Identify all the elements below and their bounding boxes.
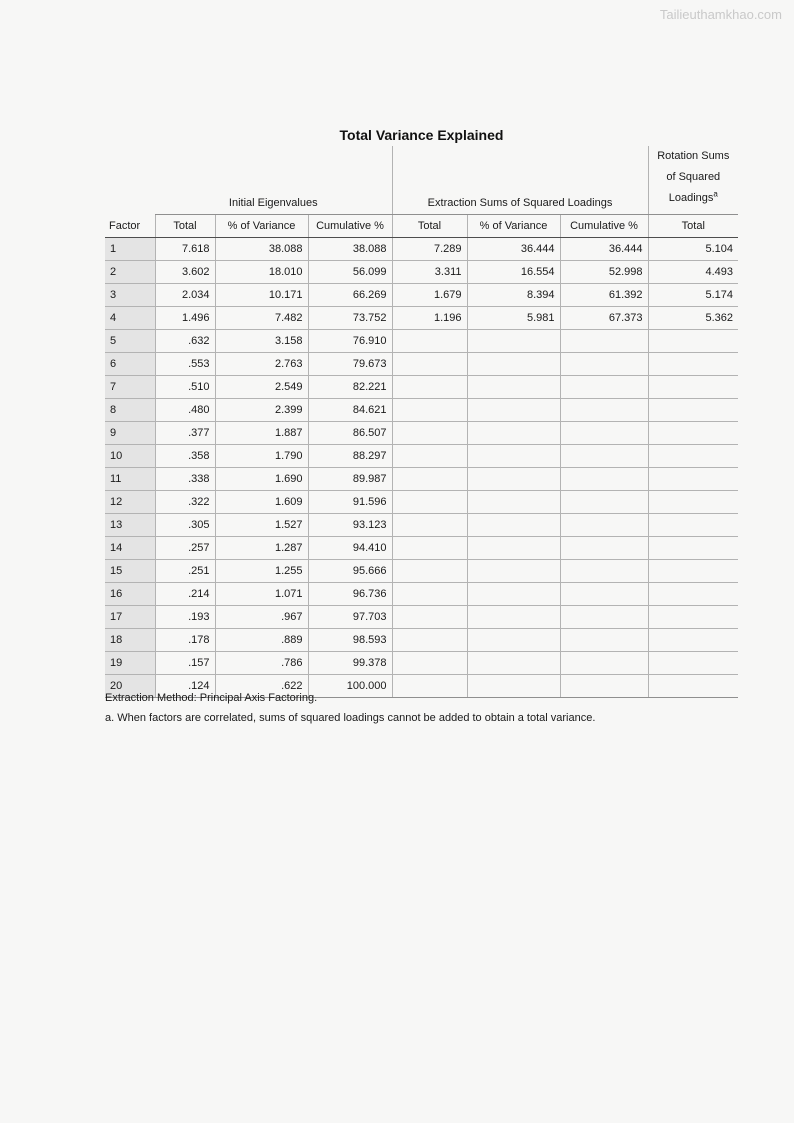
value-cell: .338 bbox=[155, 468, 215, 491]
table-row bbox=[105, 652, 738, 675]
value-cell bbox=[648, 629, 738, 652]
value-cell: 100.000 bbox=[308, 675, 392, 698]
spanner-initial-eigenvalues: Initial Eigenvalues bbox=[155, 146, 392, 215]
factor-cell: 10 bbox=[105, 445, 155, 468]
value-cell: .193 bbox=[155, 606, 215, 629]
value-cell bbox=[467, 583, 560, 606]
value-cell bbox=[467, 491, 560, 514]
value-cell bbox=[392, 629, 467, 652]
footnote-marker-a: a bbox=[713, 189, 718, 199]
value-cell bbox=[392, 491, 467, 514]
value-cell bbox=[560, 675, 648, 698]
value-cell: 2.034 bbox=[155, 284, 215, 307]
value-cell: .889 bbox=[215, 629, 308, 652]
value-cell bbox=[648, 399, 738, 422]
value-cell: .257 bbox=[155, 537, 215, 560]
rotation-header-line-3 bbox=[653, 188, 735, 209]
value-cell: 18.010 bbox=[215, 261, 308, 284]
value-cell: 1.609 bbox=[215, 491, 308, 514]
factor-cell: 12 bbox=[105, 491, 155, 514]
factor-cell: 16 bbox=[105, 583, 155, 606]
factor-cell: 15 bbox=[105, 560, 155, 583]
table-row bbox=[105, 330, 738, 353]
factor-cell: 2 bbox=[105, 261, 155, 284]
value-cell bbox=[648, 514, 738, 537]
value-cell: 96.736 bbox=[308, 583, 392, 606]
value-cell bbox=[392, 560, 467, 583]
rotation-header-line-1: Rotation Sums bbox=[657, 150, 730, 162]
table-row bbox=[105, 353, 738, 376]
value-cell: 1.790 bbox=[215, 445, 308, 468]
value-cell bbox=[467, 330, 560, 353]
value-cell bbox=[560, 399, 648, 422]
value-cell: .967 bbox=[215, 606, 308, 629]
value-cell bbox=[648, 422, 738, 445]
value-cell bbox=[560, 583, 648, 606]
factor-cell: 5 bbox=[105, 330, 155, 353]
value-cell: .358 bbox=[155, 445, 215, 468]
value-cell: 1.071 bbox=[215, 583, 308, 606]
value-cell: 36.444 bbox=[560, 238, 648, 261]
value-cell bbox=[392, 675, 467, 698]
table-row bbox=[105, 606, 738, 629]
rotation-header-line-2: of Squared bbox=[666, 171, 721, 183]
value-cell: 1.887 bbox=[215, 422, 308, 445]
table-row bbox=[105, 445, 738, 468]
value-cell bbox=[467, 422, 560, 445]
value-cell: .510 bbox=[155, 376, 215, 399]
value-cell bbox=[392, 537, 467, 560]
value-cell bbox=[648, 491, 738, 514]
col-header-rot-total: Total bbox=[648, 215, 738, 238]
value-cell: 82.221 bbox=[308, 376, 392, 399]
value-cell bbox=[560, 330, 648, 353]
column-header-row bbox=[105, 215, 738, 238]
spanner-header-row bbox=[105, 146, 738, 215]
spanner-rotation-sums bbox=[648, 146, 738, 215]
value-cell: .178 bbox=[155, 629, 215, 652]
factor-cell: 8 bbox=[105, 399, 155, 422]
value-cell bbox=[560, 560, 648, 583]
col-header-ex-total: Total bbox=[392, 215, 467, 238]
table-row bbox=[105, 261, 738, 284]
value-cell: .480 bbox=[155, 399, 215, 422]
value-cell: 2.399 bbox=[215, 399, 308, 422]
factor-cell: 3 bbox=[105, 284, 155, 307]
value-cell: 5.174 bbox=[648, 284, 738, 307]
value-cell: 94.410 bbox=[308, 537, 392, 560]
value-cell: 88.297 bbox=[308, 445, 392, 468]
value-cell: 4.493 bbox=[648, 261, 738, 284]
value-cell bbox=[392, 422, 467, 445]
table-title: Total Variance Explained bbox=[339, 127, 504, 143]
table-body bbox=[105, 238, 738, 698]
value-cell bbox=[467, 675, 560, 698]
value-cell: 99.378 bbox=[308, 652, 392, 675]
footnote-a: a. When factors are correlated, sums of squared loadings cannot be added to obtain a total variance. bbox=[105, 712, 596, 724]
value-cell bbox=[467, 376, 560, 399]
value-cell bbox=[392, 399, 467, 422]
value-cell: 98.593 bbox=[308, 629, 392, 652]
value-cell: 36.444 bbox=[467, 238, 560, 261]
value-cell bbox=[392, 330, 467, 353]
value-cell: 3.602 bbox=[155, 261, 215, 284]
value-cell: 1.255 bbox=[215, 560, 308, 583]
value-cell bbox=[467, 652, 560, 675]
table-row bbox=[105, 307, 738, 330]
col-header-ex-pct-variance: % of Variance bbox=[467, 215, 560, 238]
value-cell bbox=[467, 606, 560, 629]
value-cell: 79.673 bbox=[308, 353, 392, 376]
table-row bbox=[105, 514, 738, 537]
value-cell: 1.527 bbox=[215, 514, 308, 537]
value-cell bbox=[560, 445, 648, 468]
value-cell: 1.287 bbox=[215, 537, 308, 560]
table-row bbox=[105, 537, 738, 560]
table-row bbox=[105, 399, 738, 422]
table-row bbox=[105, 583, 738, 606]
value-cell bbox=[392, 468, 467, 491]
value-cell: 56.099 bbox=[308, 261, 392, 284]
value-cell bbox=[648, 606, 738, 629]
value-cell bbox=[648, 330, 738, 353]
table-row bbox=[105, 422, 738, 445]
col-header-ie-total: Total bbox=[155, 215, 215, 238]
value-cell: 7.482 bbox=[215, 307, 308, 330]
value-cell bbox=[467, 468, 560, 491]
value-cell bbox=[467, 629, 560, 652]
value-cell bbox=[648, 376, 738, 399]
value-cell bbox=[648, 468, 738, 491]
value-cell bbox=[392, 445, 467, 468]
value-cell: 8.394 bbox=[467, 284, 560, 307]
value-cell: 1.196 bbox=[392, 307, 467, 330]
value-cell: 67.373 bbox=[560, 307, 648, 330]
value-cell: 86.507 bbox=[308, 422, 392, 445]
value-cell bbox=[648, 445, 738, 468]
value-cell bbox=[560, 353, 648, 376]
value-cell: .214 bbox=[155, 583, 215, 606]
value-cell: 7.289 bbox=[392, 238, 467, 261]
value-cell bbox=[467, 353, 560, 376]
value-cell bbox=[560, 606, 648, 629]
table-row bbox=[105, 468, 738, 491]
value-cell bbox=[392, 514, 467, 537]
value-cell bbox=[392, 353, 467, 376]
factor-cell: 13 bbox=[105, 514, 155, 537]
value-cell: .322 bbox=[155, 491, 215, 514]
value-cell: .251 bbox=[155, 560, 215, 583]
value-cell bbox=[648, 560, 738, 583]
table-row bbox=[105, 238, 738, 261]
factor-cell: 9 bbox=[105, 422, 155, 445]
value-cell: 5.362 bbox=[648, 307, 738, 330]
factor-cell: 17 bbox=[105, 606, 155, 629]
value-cell bbox=[467, 537, 560, 560]
value-cell: 7.618 bbox=[155, 238, 215, 261]
factor-cell: 20 bbox=[105, 675, 155, 698]
value-cell: 84.621 bbox=[308, 399, 392, 422]
value-cell bbox=[392, 606, 467, 629]
value-cell: 1.690 bbox=[215, 468, 308, 491]
total-variance-table bbox=[105, 146, 738, 698]
value-cell bbox=[648, 675, 738, 698]
value-cell: .124 bbox=[155, 675, 215, 698]
value-cell: 91.596 bbox=[308, 491, 392, 514]
value-cell: .305 bbox=[155, 514, 215, 537]
value-cell bbox=[560, 652, 648, 675]
value-cell bbox=[467, 445, 560, 468]
value-cell: 66.269 bbox=[308, 284, 392, 307]
value-cell: .157 bbox=[155, 652, 215, 675]
value-cell: 1.496 bbox=[155, 307, 215, 330]
table-row bbox=[105, 284, 738, 307]
value-cell bbox=[648, 537, 738, 560]
value-cell: 38.088 bbox=[308, 238, 392, 261]
value-cell: 2.549 bbox=[215, 376, 308, 399]
value-cell bbox=[560, 376, 648, 399]
value-cell: 5.104 bbox=[648, 238, 738, 261]
value-cell bbox=[648, 652, 738, 675]
value-cell bbox=[560, 514, 648, 537]
value-cell bbox=[392, 583, 467, 606]
value-cell bbox=[467, 560, 560, 583]
watermark: Tailieuthamkhao.com bbox=[659, 7, 782, 22]
value-cell: .377 bbox=[155, 422, 215, 445]
table-row bbox=[105, 560, 738, 583]
value-cell: 38.088 bbox=[215, 238, 308, 261]
value-cell: 2.763 bbox=[215, 353, 308, 376]
value-cell: 1.679 bbox=[392, 284, 467, 307]
table-row bbox=[105, 376, 738, 399]
value-cell: 3.311 bbox=[392, 261, 467, 284]
factor-cell: 14 bbox=[105, 537, 155, 560]
value-cell bbox=[648, 583, 738, 606]
value-cell bbox=[560, 422, 648, 445]
value-cell: .786 bbox=[215, 652, 308, 675]
col-header-ex-cumulative: Cumulative % bbox=[560, 215, 648, 238]
value-cell bbox=[648, 353, 738, 376]
value-cell: 10.171 bbox=[215, 284, 308, 307]
col-header-factor: Factor bbox=[105, 215, 155, 238]
value-cell: 61.392 bbox=[560, 284, 648, 307]
value-cell: 76.910 bbox=[308, 330, 392, 353]
value-cell: 5.981 bbox=[467, 307, 560, 330]
value-cell: 89.987 bbox=[308, 468, 392, 491]
factor-cell: 11 bbox=[105, 468, 155, 491]
value-cell bbox=[560, 629, 648, 652]
value-cell: .632 bbox=[155, 330, 215, 353]
value-cell: .622 bbox=[215, 675, 308, 698]
factor-cell: 7 bbox=[105, 376, 155, 399]
col-header-ie-pct-variance: % of Variance bbox=[215, 215, 308, 238]
value-cell: 97.703 bbox=[308, 606, 392, 629]
value-cell bbox=[467, 514, 560, 537]
table-row bbox=[105, 629, 738, 652]
value-cell: .553 bbox=[155, 353, 215, 376]
value-cell: 16.554 bbox=[467, 261, 560, 284]
value-cell bbox=[560, 491, 648, 514]
value-cell: 3.158 bbox=[215, 330, 308, 353]
value-cell bbox=[467, 399, 560, 422]
table-row bbox=[105, 491, 738, 514]
col-header-ie-cumulative: Cumulative % bbox=[308, 215, 392, 238]
factor-cell: 6 bbox=[105, 353, 155, 376]
value-cell: 52.998 bbox=[560, 261, 648, 284]
factor-cell: 18 bbox=[105, 629, 155, 652]
value-cell: 93.123 bbox=[308, 514, 392, 537]
factor-cell: 1 bbox=[105, 238, 155, 261]
spanner-extraction-sums: Extraction Sums of Squared Loadings bbox=[392, 146, 648, 215]
value-cell bbox=[560, 468, 648, 491]
factor-cell: 4 bbox=[105, 307, 155, 330]
value-cell bbox=[392, 376, 467, 399]
value-cell bbox=[560, 537, 648, 560]
rotation-header-word: Loadings bbox=[668, 192, 714, 204]
value-cell: 95.666 bbox=[308, 560, 392, 583]
extraction-method-note: Extraction Method: Principal Axis Factoring. bbox=[105, 692, 318, 704]
value-cell bbox=[392, 652, 467, 675]
factor-cell: 19 bbox=[105, 652, 155, 675]
value-cell: 73.752 bbox=[308, 307, 392, 330]
corner-cell bbox=[105, 146, 155, 215]
